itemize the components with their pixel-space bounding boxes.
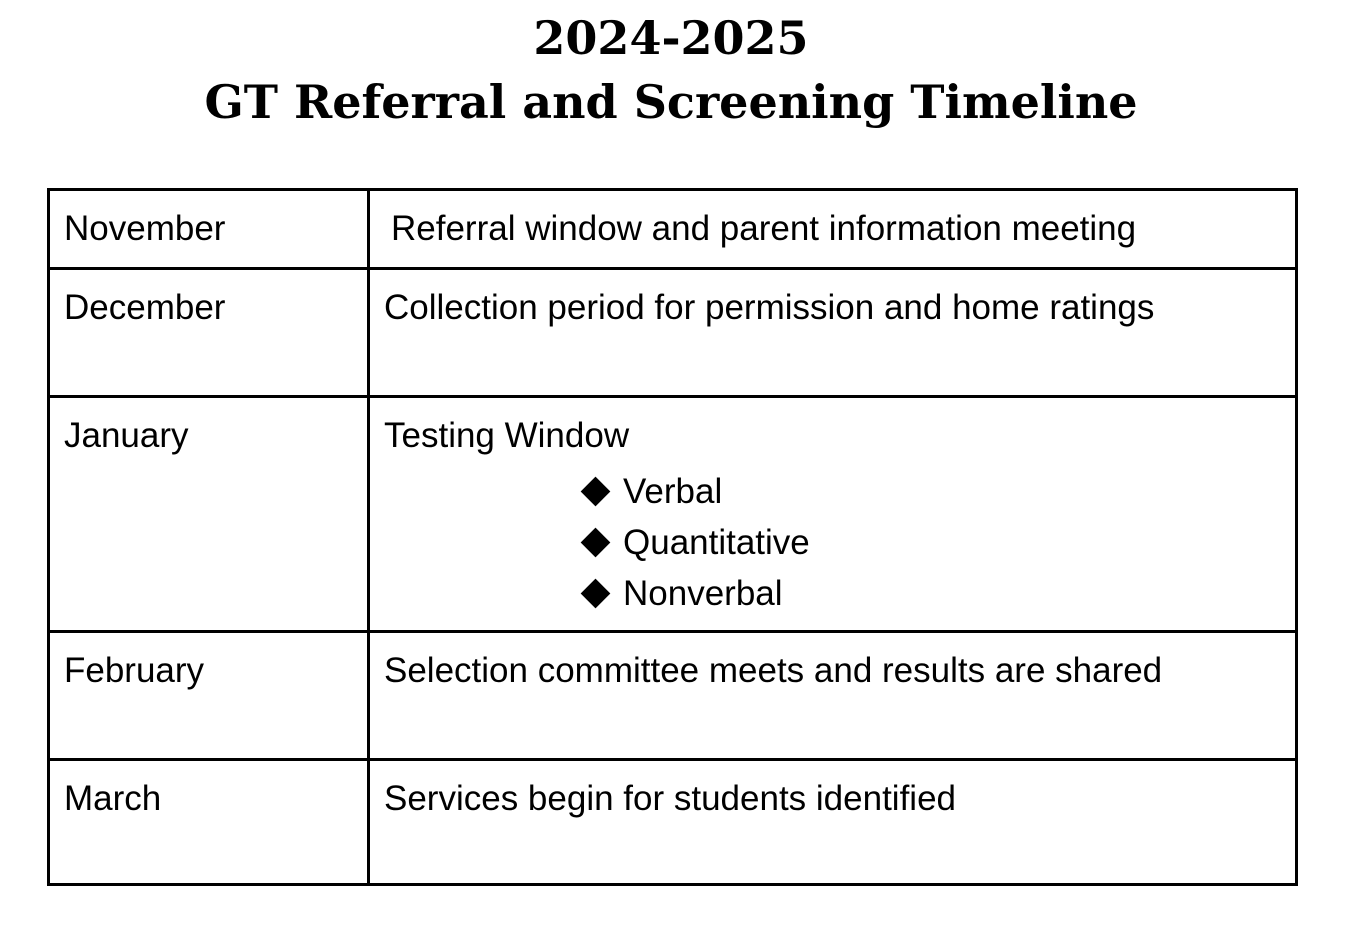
description-text: Selection committee meets and results are shared [384,651,1163,690]
description-cell [369,269,1297,397]
table-row [49,760,1297,885]
month-cell [49,760,369,885]
title-year-range: 2024-2025 [533,11,809,65]
month-cell [49,269,369,397]
description-cell [369,632,1297,760]
bullet-text: Verbal [623,472,723,511]
description-text: Referral window and parent information meeting [391,209,1137,248]
table-row [49,190,1297,269]
testing-bullet-list [384,466,1295,619]
month-label: November [64,209,226,248]
description-text: Collection period for permission and home ratings [384,288,1155,327]
table-row [49,269,1297,397]
bullet-text: Quantitative [623,523,810,562]
month-label: December [64,288,226,327]
description-text: Services begin for students identified [384,779,956,818]
month-label: January [64,416,189,455]
table-row [49,632,1297,760]
diamond-bullet-icon [581,579,611,609]
month-label: February [64,651,205,690]
month-label: March [64,779,162,818]
description-cell [369,190,1297,269]
bullet-item [579,568,1295,619]
month-cell [49,190,369,269]
title-heading: GT Referral and Screening Timeline [204,75,1138,129]
diamond-bullet-icon [581,477,611,507]
document-title [0,6,1342,134]
bullet-text: Nonverbal [623,574,783,613]
diamond-bullet-icon [581,528,611,558]
bullet-item [579,517,1295,568]
month-cell [49,397,369,632]
description-cell [369,760,1297,885]
description-text: Testing Window [384,416,630,455]
month-cell [49,632,369,760]
table-row [49,397,1297,632]
timeline-table [47,188,1298,886]
bullet-item [579,466,1295,517]
description-cell [369,397,1297,632]
